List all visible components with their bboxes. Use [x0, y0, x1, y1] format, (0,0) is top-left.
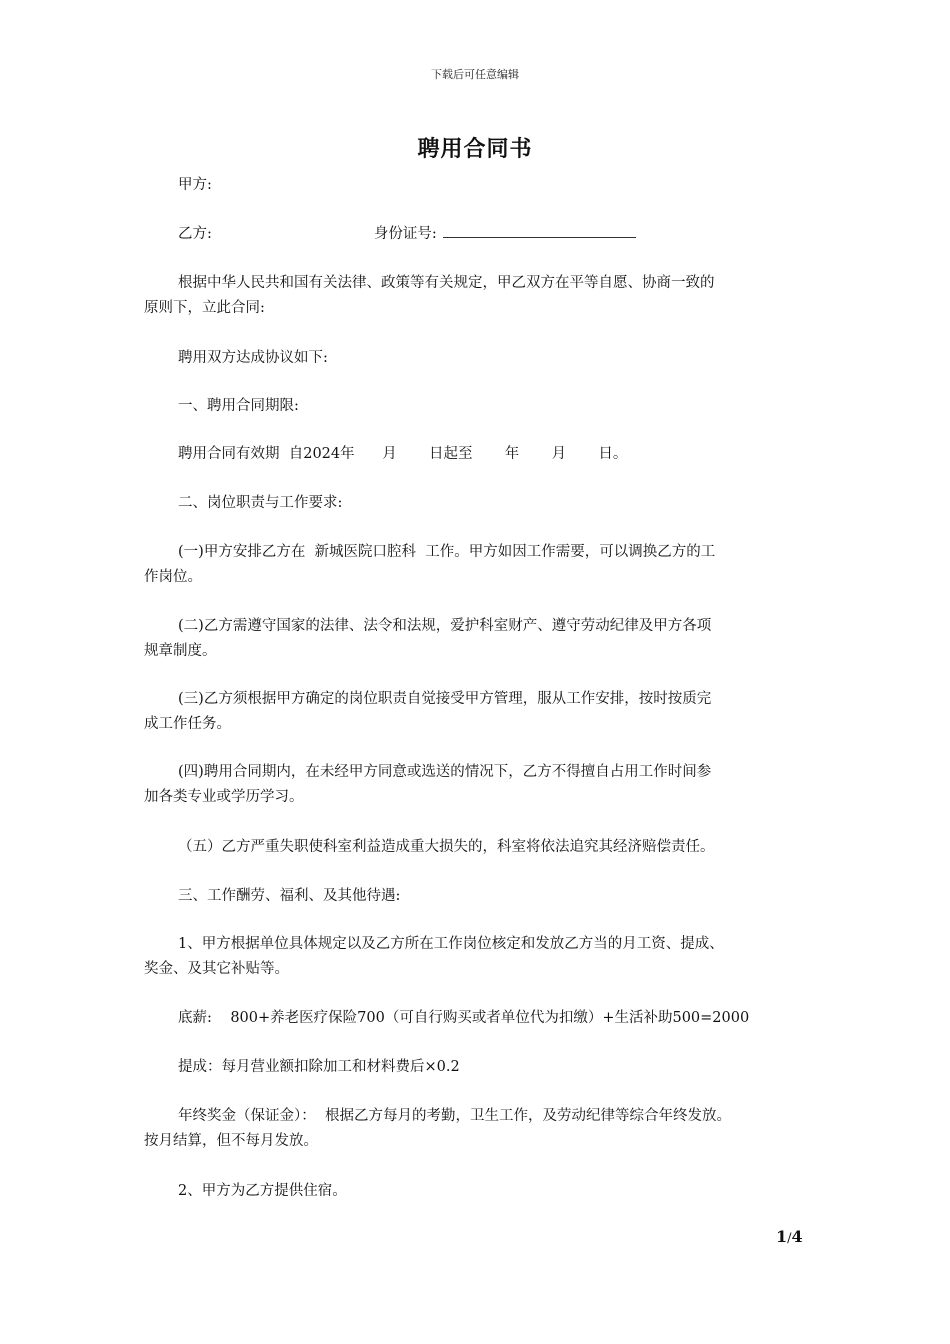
- party-b-label: 乙方:: [178, 226, 212, 242]
- item-3-2-text: 2、甲方为乙方提供住宿。: [178, 1183, 347, 1199]
- item-2-5-text: （五）乙方严重失职使科室利益造成重大损失的，科室将依法追究其经济赔偿责任。: [178, 839, 715, 855]
- party-b-line: [144, 222, 808, 247]
- page-current: 1: [776, 1227, 788, 1246]
- item-2-1-line-2: 作岗位。: [144, 569, 202, 585]
- contract-term-text: 聘用合同有效期 自2024年 月 日起至 年 月 日。: [178, 446, 628, 462]
- section-1-text: [144, 442, 808, 467]
- id-number-label: 身份证号:: [373, 226, 437, 242]
- agreement-line: [144, 346, 808, 371]
- section-2-item-5: [144, 835, 808, 860]
- section-3-item-2: [144, 1179, 808, 1204]
- section-3-title: [144, 884, 808, 909]
- item-3-1-line-2: 奖金、及其它补贴等。: [144, 961, 289, 977]
- commission-text: 提成：每月营业额扣除加工和材料费后×0.2: [178, 1059, 460, 1075]
- intro-line-2: 原则下，立此合同:: [144, 300, 265, 316]
- bonus-line-2: 按月结算，但不每月发放。: [144, 1133, 318, 1149]
- commission-line: [144, 1055, 808, 1080]
- section-1-heading: 一、聘用合同期限:: [178, 398, 299, 414]
- agreement-text: 聘用双方达成协议如下:: [178, 350, 328, 366]
- section-3-item-1: [144, 932, 808, 982]
- document-title: 聘用合同书: [417, 136, 533, 162]
- salary-text: 底薪: 800+养老医疗保险700（可自行购买或者单位代为扣缴）+生活补助500=2000: [178, 1010, 750, 1026]
- intro-paragraph: [144, 271, 808, 321]
- header-note: 下载后可任意编辑: [431, 68, 519, 81]
- bonus-paragraph: [144, 1104, 808, 1154]
- item-2-4-line-1: (四)聘用合同期内，在未经甲方同意或选送的情况下，乙方不得擅自占用工作时间参: [178, 764, 712, 780]
- item-2-4-line-2: 加各类专业或学历学习。: [144, 789, 304, 805]
- section-2-item-1: [144, 540, 808, 590]
- intro-line-1: 根据中华人民共和国有关法律、政策等有关规定，甲乙双方在平等自愿、协商一致的: [178, 275, 715, 291]
- section-2-heading: 二、岗位职责与工作要求:: [178, 495, 343, 511]
- item-2-1-line-1: (一)甲方安排乙方在 新城医院口腔科 工作。甲方如因工作需要，可以调换乙方的工: [178, 544, 716, 560]
- section-2-item-4: [144, 760, 808, 810]
- section-2-item-2: [144, 614, 808, 664]
- section-3-heading: 三、工作酬劳、福利、及其他待遇:: [178, 888, 401, 904]
- page-number: [776, 1227, 803, 1246]
- bonus-line-1: 年终奖金（保证金）： 根据乙方每月的考勤，卫生工作，及劳动纪律等综合年终发放。: [178, 1108, 731, 1124]
- party-a-line: [144, 173, 808, 198]
- id-number-blank: [443, 223, 636, 238]
- section-1-title: [144, 394, 808, 419]
- section-2-title: [144, 491, 808, 516]
- party-a-label: 甲方:: [178, 177, 212, 193]
- item-2-2-line-1: (二)乙方需遵守国家的法律、法令和法规，爱护科室财产、遵守劳动纪律及甲方各项: [178, 618, 712, 634]
- item-2-3-line-1: (三)乙方须根据甲方确定的岗位职责自觉接受甲方管理，服从工作安排，按时按质完: [178, 691, 712, 707]
- section-2-item-3: [144, 687, 808, 737]
- item-2-2-line-2: 规章制度。: [144, 643, 217, 659]
- page-separator: /: [787, 1231, 792, 1246]
- item-2-3-line-2: 成工作任务。: [144, 716, 231, 732]
- page-total: 4: [791, 1227, 803, 1246]
- salary-line: [144, 1006, 808, 1031]
- item-3-1-line-1: 1、甲方根据单位具体规定以及乙方所在工作岗位核定和发放乙方当的月工资、提成、: [178, 936, 724, 952]
